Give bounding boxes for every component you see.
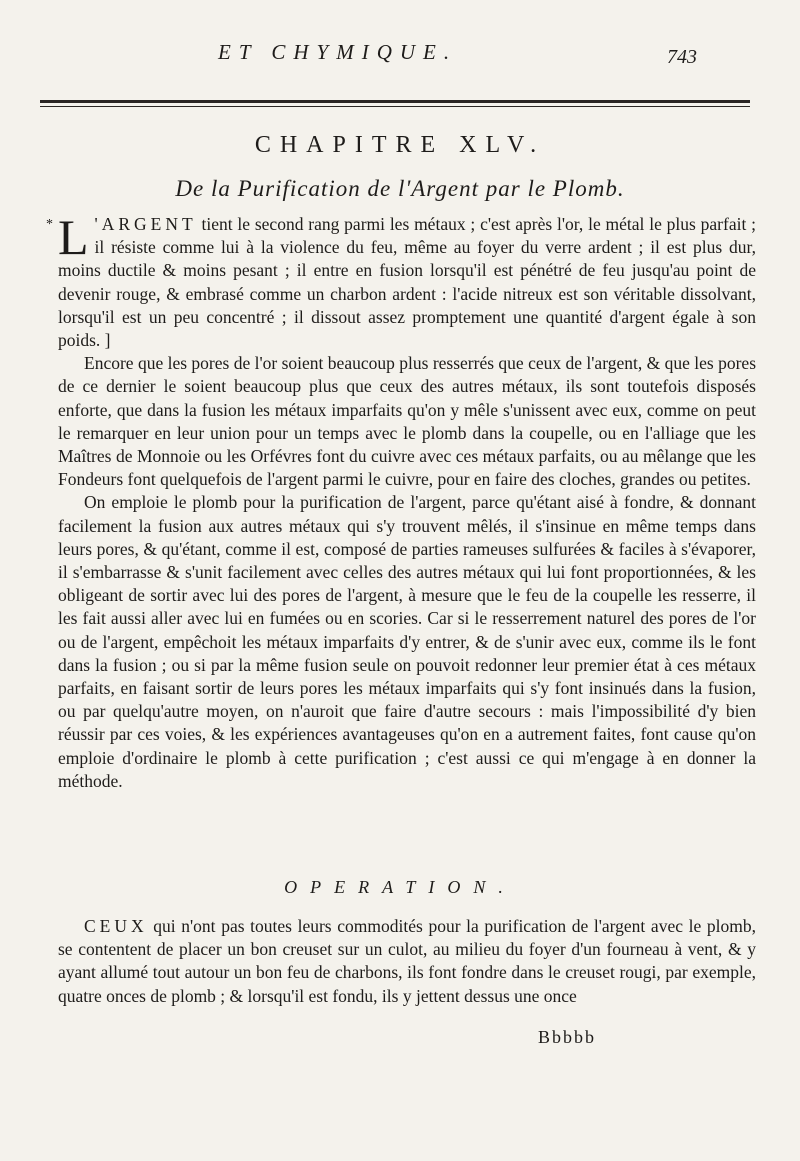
operation-heading: OPERATION. [284, 877, 516, 897]
paragraph-3: On emploie le plomb pour la purification de l'argent, parce qu'étant aisé à fondre, & donnant facilement la fusion aux autres métaux qui s'y trouvent mêlés, il s'insinue en même temps dans leurs pores, & qu'étant, comme il est, composé de parties rameuses sulfurées & faciles à s'évaporer, il s'embarrasse & s'unit facilement avec celles des autres métaux qui lui font proportionnées, & les obligeant de sortir avec lui des pores de l'argent, à mesure que le feu de la coupelle les resserre, il les fait aussi aller avec lui en fumées ou en scories. Car si le resserrement naturel des pores de l'or ou de l'argent, empêchoit les métaux imparfaits d'y entrer, & de s'unir avec eux, comme ils le font dans la fusion ; ou si par la même fusion seule on pouvoit redonner leur premier état à ces métaux parfaits, en faisant sortir de leurs pores les métaux imparfaits qui s'y font insinués dans la fusion, ou par quelqu'autre moyen, on n'auroit que faire d'autre secours : mais l'impossibilité d'y bien réussir par ces voies, & les expériences avantageuses qu'on en a autrement faites, font cause qu'on emploie d'ordinaire le plomb à cette purification ; c'est aussi ce qui m'engage à en donner la méthode. [58, 492, 756, 791]
paragraph-1 [46, 209, 756, 352]
running-head [0, 40, 800, 76]
signature-mark: Bbbbb [538, 1027, 597, 1047]
page-number: 743 [667, 46, 697, 68]
header-rule-thick [40, 100, 750, 103]
footnote-star: * [46, 217, 53, 232]
operation-lead: CEUX [84, 916, 148, 936]
chapter-heading: CHAPITRE XLV. [254, 132, 546, 158]
header-rule [40, 100, 750, 108]
chapter-body [46, 209, 756, 793]
drop-cap: L [58, 209, 89, 265]
running-title: ET CHYMIQUE. [218, 40, 458, 64]
operation-paragraph [58, 915, 756, 1008]
paragraph-2: Encore que les pores de l'or soient beaucoup plus resserrés que ceux de l'argent, & que les pores de ce dernier le soient beaucoup plus que ceux des autres métaux, ils sont toutefois disposés enforte, que dans la fusion les métaux imparfaits qu'on y mêle s'unissent avec eux, comme on peut le remarquer en leur union pour un temps avec le plomb dans la coupelle, ou en l'alliage que les Maîtres de Monnoie ou les Orfévres font du cuivre avec ces métaux parfaits, ou au mêlange que les Fondeurs font quelquefois de l'argent parmi le cuivre, pour en faire des cloches, grandes ou petites. [58, 353, 756, 490]
operation-text: qui n'ont pas toutes leurs commodités pour la purification de l'argent avec le plomb, se contentent de placer un bon creuset sur un culot, au milieu du foyer d'un fourneau à vent, & y ayant allumé tout autour un bon feu de charbons, ils font fondre dans le creuset rougi, par exemple, quatre onces de plomb ; & lorsqu'il est fondu, ils y jettent dessus une once [58, 916, 756, 1006]
chapter-subtitle: De la Purification de l'Argent par le Plomb. [175, 176, 625, 201]
paragraph-1-lead: 'ARGENT [94, 214, 197, 234]
header-rule-thin [40, 106, 750, 107]
paragraph-1-text: tient le second rang parmi les métaux ; c'est après l'or, le métal le plus parfait ; il résiste comme lui à la violence du feu, même au foyer du verre ardent ; il est plus dur, moins ductile & moins pesant ; il entre en fusion lorsqu'il est pénétré de feu jusqu'au point de devenir rouge, & embrasé comme un charbon ardent : l'acide nitreux est son véritable dissolvant, lorsqu'il est un peu concentré ; il dissout assez promptement une quantité d'argent égale à son poids. ] [58, 214, 756, 351]
operation-body [58, 915, 756, 1008]
